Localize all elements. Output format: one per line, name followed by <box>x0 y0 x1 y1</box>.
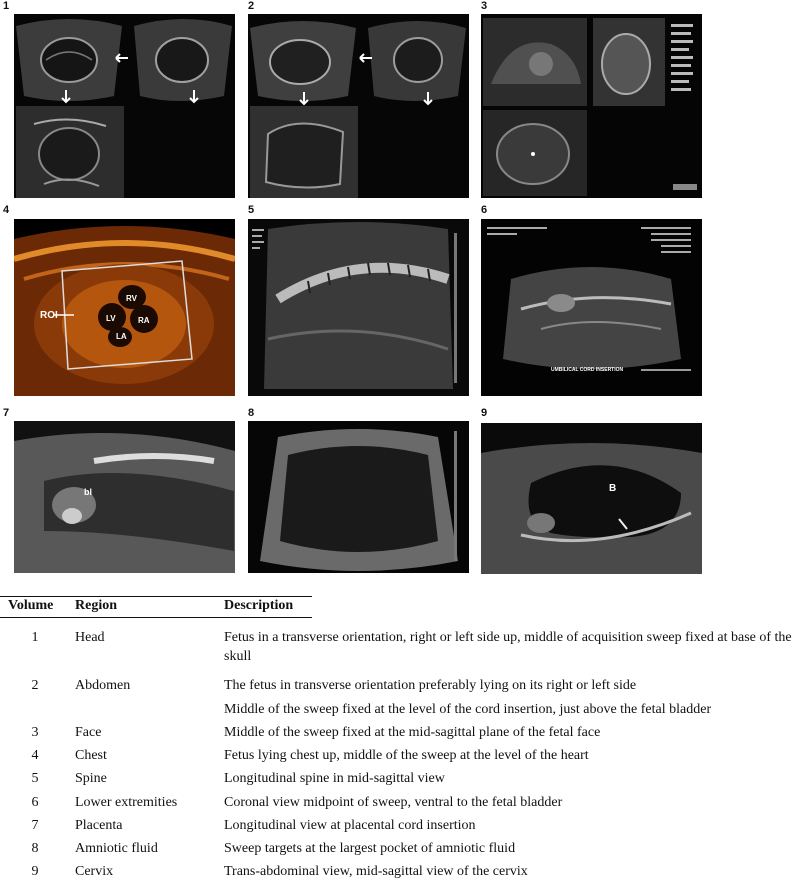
row-2-description: The fetus in transverse orientation preferably lying on its right or left side <box>224 678 637 693</box>
row-4-volume: 4 <box>31 748 39 763</box>
row-6-description: Coronal view midpoint of sweep, ventral to the fetal bladder <box>224 795 563 810</box>
row-8-region: Amniotic fluid <box>75 841 158 856</box>
panel-number-3: 3 <box>481 0 488 12</box>
row-1-description: Fetus in a transverse orientation, right or left side up, middle of acquisition sweep fixed at base of the skull <box>224 630 792 664</box>
row-1-region: Head <box>75 630 105 645</box>
row-2-region: Abdomen <box>75 678 131 693</box>
row-8-description: Sweep targets at the largest pocket of amniotic fluid <box>224 841 516 856</box>
row-8-volume: 8 <box>31 841 39 856</box>
row-2b-description: Middle of the sweep fixed at the level of the cord insertion, just above the fetal bladder <box>224 702 712 717</box>
label-b: B <box>609 483 617 494</box>
row-9-volume: 9 <box>31 864 39 879</box>
ultrasound-panel-8 <box>248 421 469 573</box>
label-ra: RA <box>138 316 150 325</box>
ultrasound-panel-7 <box>14 421 235 573</box>
table-top-rule <box>0 596 312 597</box>
ultrasound-panel-2 <box>248 14 469 198</box>
row-9-description: Trans-abdominal view, mid-sagittal view of the cervix <box>224 864 528 879</box>
panel-number-8: 8 <box>248 407 255 419</box>
ultrasound-panel-3 <box>481 14 702 198</box>
row-3-region: Face <box>75 725 102 740</box>
label-rv: RV <box>126 294 137 303</box>
row-7-description: Longitudinal view at placental cord insertion <box>224 818 476 833</box>
ultrasound-panel-5-spine <box>248 219 469 396</box>
row-4-description: Fetus lying chest up, middle of the sweep at the level of the heart <box>224 748 589 763</box>
row-7-region: Placenta <box>75 818 123 833</box>
ultrasound-panel-4-heart <box>14 219 235 396</box>
row-7-volume: 7 <box>31 818 39 833</box>
header-volume: Volume <box>8 598 54 613</box>
label-roi: ROI <box>40 310 58 321</box>
row-3-volume: 3 <box>31 725 39 740</box>
panel-number-7: 7 <box>3 407 10 419</box>
ultrasound-panel-1 <box>14 14 235 198</box>
label-la: LA <box>116 332 127 341</box>
panel-number-4: 4 <box>3 204 10 216</box>
row-5-region: Spine <box>75 771 107 786</box>
row-4-region: Chest <box>75 748 107 763</box>
panel-number-6: 6 <box>481 204 488 216</box>
row-2-volume: 2 <box>31 678 39 693</box>
ultrasound-panel-6 <box>481 219 702 396</box>
row-6-volume: 6 <box>31 795 39 810</box>
header-description: Description <box>224 598 294 613</box>
table-header-rule <box>0 617 312 618</box>
panel-number-2: 2 <box>248 0 255 12</box>
label-bl: bl <box>84 487 92 497</box>
row-9-region: Cervix <box>75 864 114 879</box>
label-lv: LV <box>106 314 116 323</box>
row-6-region: Lower extremities <box>75 795 178 810</box>
row-1-volume: 1 <box>31 630 39 645</box>
label-umbilical-cord-insertion: UMBILICAL CORD INSERTION <box>551 367 624 373</box>
panel-number-1: 1 <box>3 0 10 12</box>
panel-number-9: 9 <box>481 407 488 419</box>
panel-number-5: 5 <box>248 204 255 216</box>
ultrasound-panel-9 <box>481 423 702 574</box>
row-5-description: Longitudinal spine in mid-sagittal view <box>224 771 445 786</box>
row-5-volume: 5 <box>31 771 39 786</box>
row-3-description: Middle of the sweep fixed at the mid-sagittal plane of the fetal face <box>224 725 601 740</box>
header-region: Region <box>75 598 117 613</box>
